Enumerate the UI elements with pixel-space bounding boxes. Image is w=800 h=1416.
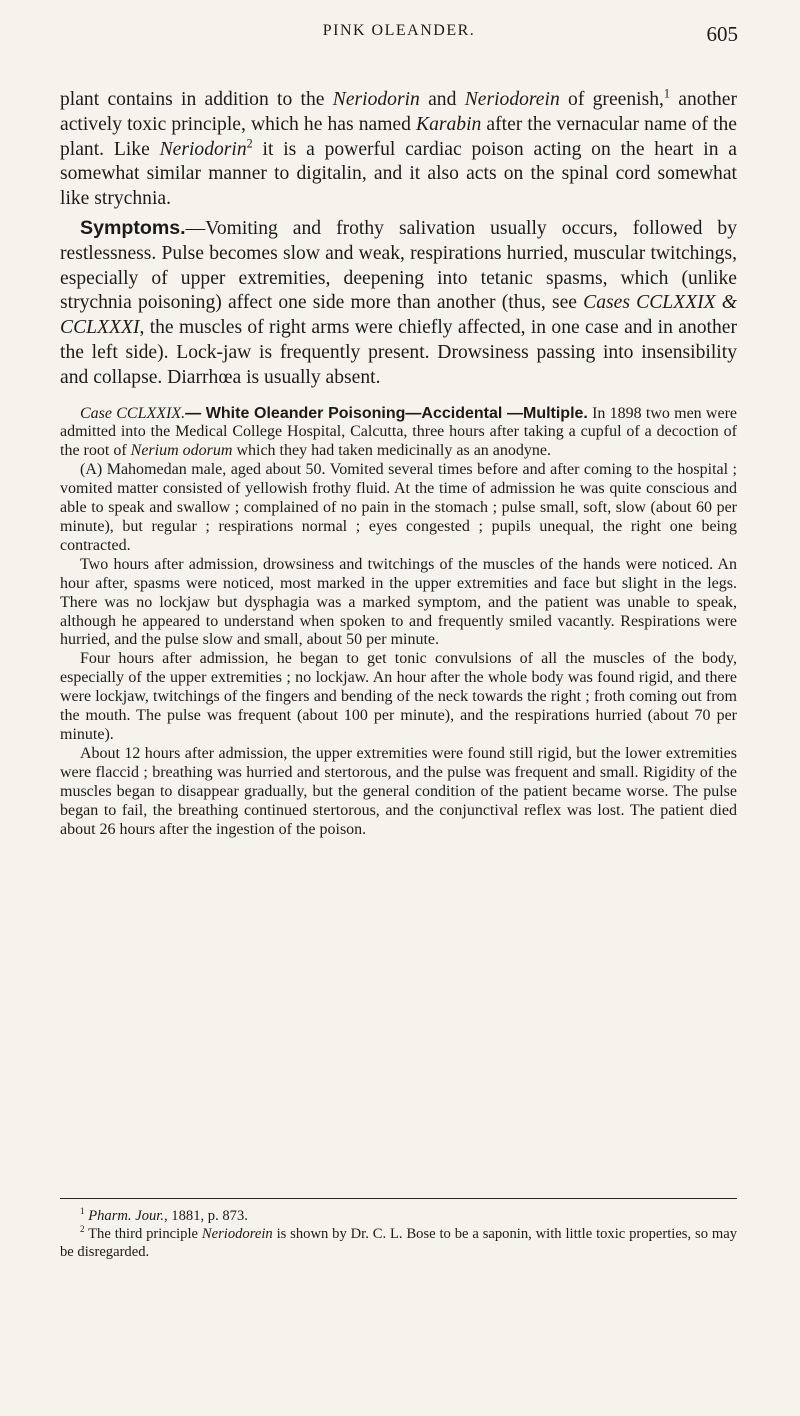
main-text (60, 88, 737, 391)
footnote-mark: 2 (80, 1224, 85, 1235)
intro-paragraph (60, 88, 737, 212)
text-run: In 1898 two men were admitted into the Medical College Hospital, Calcutta, three hours after taking a cupful of a decoction of the root of (60, 404, 738, 460)
page-number: 605 (706, 22, 738, 46)
term-neriodorein: Neriodorein (201, 1226, 273, 1242)
term-neriodorin: Neriodorin (159, 138, 247, 160)
body-text (60, 88, 737, 839)
text-run: and (419, 89, 465, 110)
case-number: Case CCLXXIX. (80, 404, 186, 422)
term-nerium-odorum: Nerium odorum (130, 442, 233, 460)
term-karabin: Karabin (416, 113, 482, 135)
text-run: which they had taken medicinally as an anodyne. (232, 442, 551, 460)
case-heading: — White Oleander Poisoning—Accidental —Multiple. (185, 404, 588, 422)
footnote-mark: 1 (80, 1206, 85, 1217)
term-neriodorin: Neriodorin (332, 89, 420, 110)
footnote-ref-2: 2 (246, 136, 253, 151)
case-paragraph: Four hours after admission, he began to get tonic convulsions of all the muscles of the body, especially of the upper extremities ; no lockjaw. An hour after the whole body was found rigid, and there were lockjaw, twitchings of the fingers and bending of the neck towards the right ; froth coming out from the mouth. The pulse was frequent (about 100 per minute), and the respirations hurried (about 70 per minute). (60, 650, 737, 743)
text-run: , the muscles of right arms were chiefly affected, in one case and in another the left side). Lock-jaw is frequently present. Drowsiness passing into insensibility and collapse. Diarrhœa is usually absent. (60, 317, 737, 388)
footnote-1 (60, 1207, 737, 1225)
footnote-ref-1: 1 (663, 86, 670, 101)
running-title: PINK OLEANDER. (322, 22, 476, 39)
case-report (60, 405, 737, 840)
text-run: , 1881, p. 873. (164, 1208, 248, 1224)
case-paragraph: Two hours after admission, drowsiness and twitchings of the muscles of the hands were noticed. An hour after, spasms were noticed, most marked in the upper extremities and face but slight in the legs. There was no lockjaw but dysphagia was a marked symptom, and the patient was unable to speak, although he appeared to understand when spoken to and frequently smiled vacantly. Respirations were hurried, and the pulse slow and small, about 50 per minute. (60, 555, 737, 649)
symptoms-heading: Symptoms. (80, 216, 186, 239)
case-paragraph: (A) Mahomedan male, aged about 50. Vomited several times before and after coming to the hospital ; vomited matter consisted of yellowish frothy fluid. At the time of admission he was quite conscious and able to speak and swallow ; complained of no pain in the stomach ; pulse small, soft, slow (about 60 per minute), but regular ; respirations normal ; eyes congested ; pupils unequal, the right one being contracted. (60, 461, 737, 554)
symptoms-paragraph (60, 216, 737, 391)
case-paragraph: About 12 hours after admission, the upper extremities were found still rigid, but the lower extremities were flaccid ; breathing was hurried and stertorous, and the pulse was frequent and small. Rigidity of the muscles began to disappear gradually, but the general condition of the patient became worse. The pulse began to fail, the breathing continued stertorous, and the conjunctival reflex was lost. The patient died about 26 hours after the ingestion of the poison. (60, 744, 737, 838)
case-reference: Cases CCLXXIX & CCLXXXI (60, 292, 737, 339)
text-run: The third principle (88, 1226, 202, 1242)
text-run: another actively toxic principle, which he has named (60, 89, 738, 135)
text-run: of greenish, (559, 89, 664, 110)
text-run: is shown by Dr. C. L. Bose to be a saponin, with little toxic properties, so may be disregarded. (60, 1226, 737, 1260)
text-run: after the vernacular name of the plant. Like (60, 113, 738, 160)
text-run: plant contains in addition to the (60, 89, 333, 110)
journal-title: Pharm. Jour. (88, 1208, 164, 1224)
text-run: it is a powerful cardiac poison acting on the heart in a somewhat similar manner to digitalin, and it also acts on the spinal cord somewhat like strychnia. (60, 138, 737, 210)
case-heading-paragraph (60, 405, 737, 462)
text-run: —Vomiting and frothy salivation usually occurs, followed by restlessness. Pulse becomes slow and weak, respirations hurried, muscular twitchings, especially of upper extremities, deepening into tetanic spasms, which (unlike strychnia poisoning) affect one side more than another (thus, see (60, 217, 737, 314)
term-neriodorein: Neriodorein (464, 89, 560, 110)
footnotes (60, 1198, 737, 1261)
running-head (60, 22, 738, 52)
footnote-2 (60, 1225, 737, 1261)
